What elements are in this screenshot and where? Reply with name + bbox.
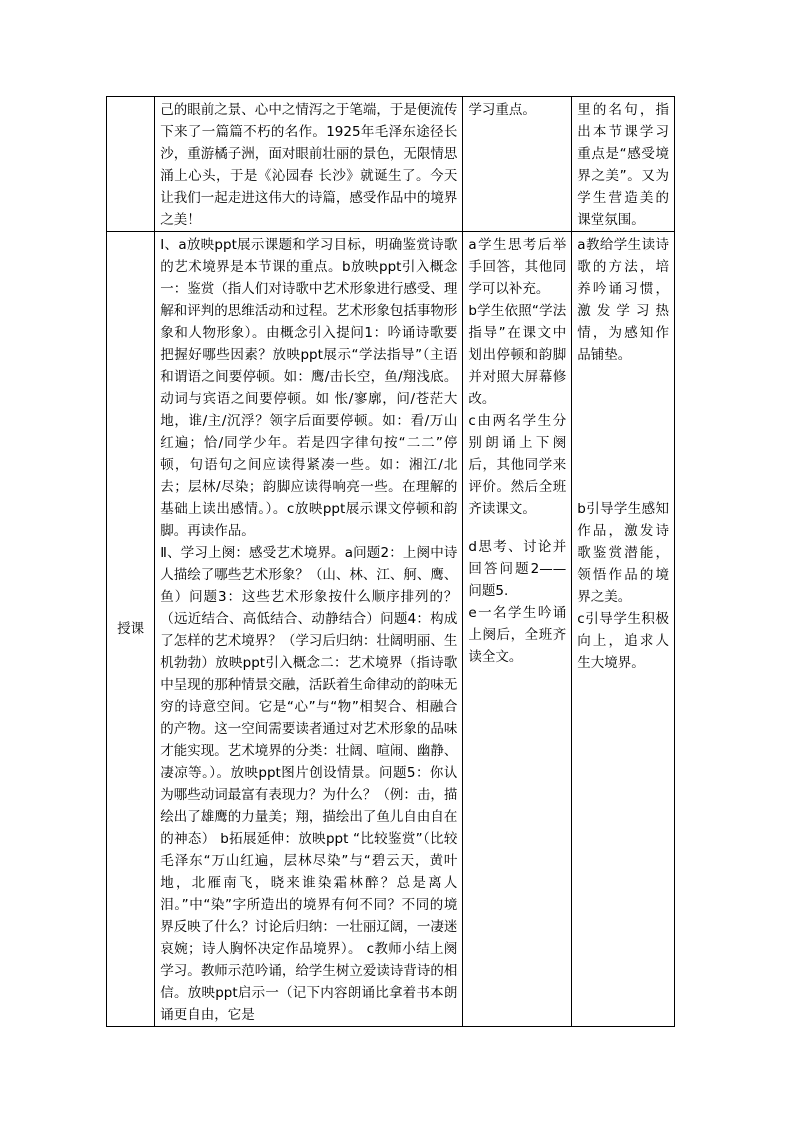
student-step-d: d思考、讨论并回答问题2——问题5.	[468, 539, 567, 599]
lesson-plan-table	[106, 96, 675, 1027]
student-step-b: b学生依照“学法指导”在课文中划出停顿和韵脚并对照大屏幕修改。	[468, 303, 567, 407]
table-row	[107, 232, 675, 1027]
student-step-e: e一名学生吟诵上阕后，全班齐读全文。	[468, 605, 567, 665]
teacher-activity-cell	[155, 97, 463, 232]
stage-cell: 授课	[107, 232, 155, 1027]
design-intent-text: 里的名句，指出本节课学习重点是“感受境界之美”。又为学生营造美的课堂氛围。	[577, 102, 669, 228]
student-activity-text: 学习重点。	[468, 102, 536, 118]
table-row	[107, 97, 675, 232]
student-step-c: c由两名学生分别朗诵上下阕后，其他同学来评价。然后全班齐读课文。	[468, 413, 567, 517]
intent-c: c引导学生积极向上，追求人生大境界。	[577, 611, 669, 671]
design-intent-cell	[572, 97, 675, 232]
teacher-activity-part-1: Ⅰ、a放映ppt展示课题和学习目标，明确鉴赏诗歌的艺术境界是本节课的重点。b放映ppt引入概念一：鉴赏（指人们对诗歌中艺术形象进行感受、理解和评判的思维活动和过程。艺术形象包括事物形象和人物形象）。由概念引入提问1：吟诵诗歌要把握好哪些因素？放映ppt展示“学法指导”（主语和谓语之间要停顿。如：鹰/击长空，鱼/翔浅底。动词与宾语之间要停顿。如 怅/寥廓，问/苍茫大地，谁/主/沉浮？领字后面要停顿。如：看/万山红遍；恰/同学少年。若是四字律句按“二二”停顿，句语句之间应读得紧凑一些。如：湘江/北去；层林/尽染；韵脚应读得响亮一些。在理解的基础上读出感情。）。c放映ppt展示课文停顿和韵脚。再读作品。	[160, 237, 458, 539]
teacher-activity-text: 己的眼前之景、心中之情泻之于笔端，于是便流传下来了一篇篇不朽的名作。1925年毛泽东途径长沙，重游橘子洲，面对眼前壮丽的景色，无限情思涌上心头，于是《沁园春 长沙》就诞生了。今天让我们一起走进这伟大的诗篇，感受作品中的境界之美！	[160, 102, 458, 228]
student-activity-cell	[463, 232, 572, 1027]
spacer	[577, 366, 669, 498]
intent-b: b引导学生感知作品，激发诗歌鉴赏潜能，领悟作品的境界之美。	[577, 501, 669, 605]
student-activity-cell	[463, 97, 572, 232]
design-intent-cell	[572, 232, 675, 1027]
stage-cell	[107, 97, 155, 232]
teacher-activity-part-2: Ⅱ、学习上阕：感受艺术境界。a问题2：上阕中诗人描绘了哪些艺术形象？（山、林、江、舸、鹰、鱼）问题3：这些艺术形象按什么顺序排列的？（远近结合、高低结合、动静结合）问题4：构成了怎样的艺术境界？（学习后归纳：壮阔明丽、生机勃勃）放映ppt引入概念二：艺术境界（指诗歌中呈现的那种情景交融，活跃着生命律动的韵味无穷的诗意空间。它是“心”与“物”相契合、相融合的产物。这一空间需要读者通过对艺术形象的品味才能实现。艺术境界的分类：壮阔、喧闹、幽静、凄凉等。）。放映ppt图片创设情景。问题5：你认为哪些动词最富有表现力？为什么？（例：击，描绘出了雄鹰的力量美；翔，描绘出了鱼儿自由自在的神态） b拓展延伸：放映ppt “比较鉴赏”（比较毛泽东“万山红遍，层林尽染”与“碧云天，黄叶地，北雁南飞，晓来谁染霜林醉？总是离人泪。”中“染”字所造出的境界有何不同？不同的境界反映了什么？讨论后归纳：一壮丽辽阔，一凄迷哀婉；诗人胸怀决定作品境界）。 c教师小结上阕学习。教师示范吟诵，给学生树立爱读诗背诗的相信。放映ppt启示一（记下内容朗诵比拿着书本朗诵更自由，它是	[160, 545, 458, 1023]
student-step-a: a学生思考后举手回答，其他同学可以补充。	[468, 237, 567, 297]
teacher-activity-cell	[155, 232, 463, 1027]
intent-a: a教给学生读诗歌的方法，培养吟诵习惯，激发学习热情，为感知作品铺垫。	[577, 237, 669, 363]
spacer	[468, 520, 566, 536]
